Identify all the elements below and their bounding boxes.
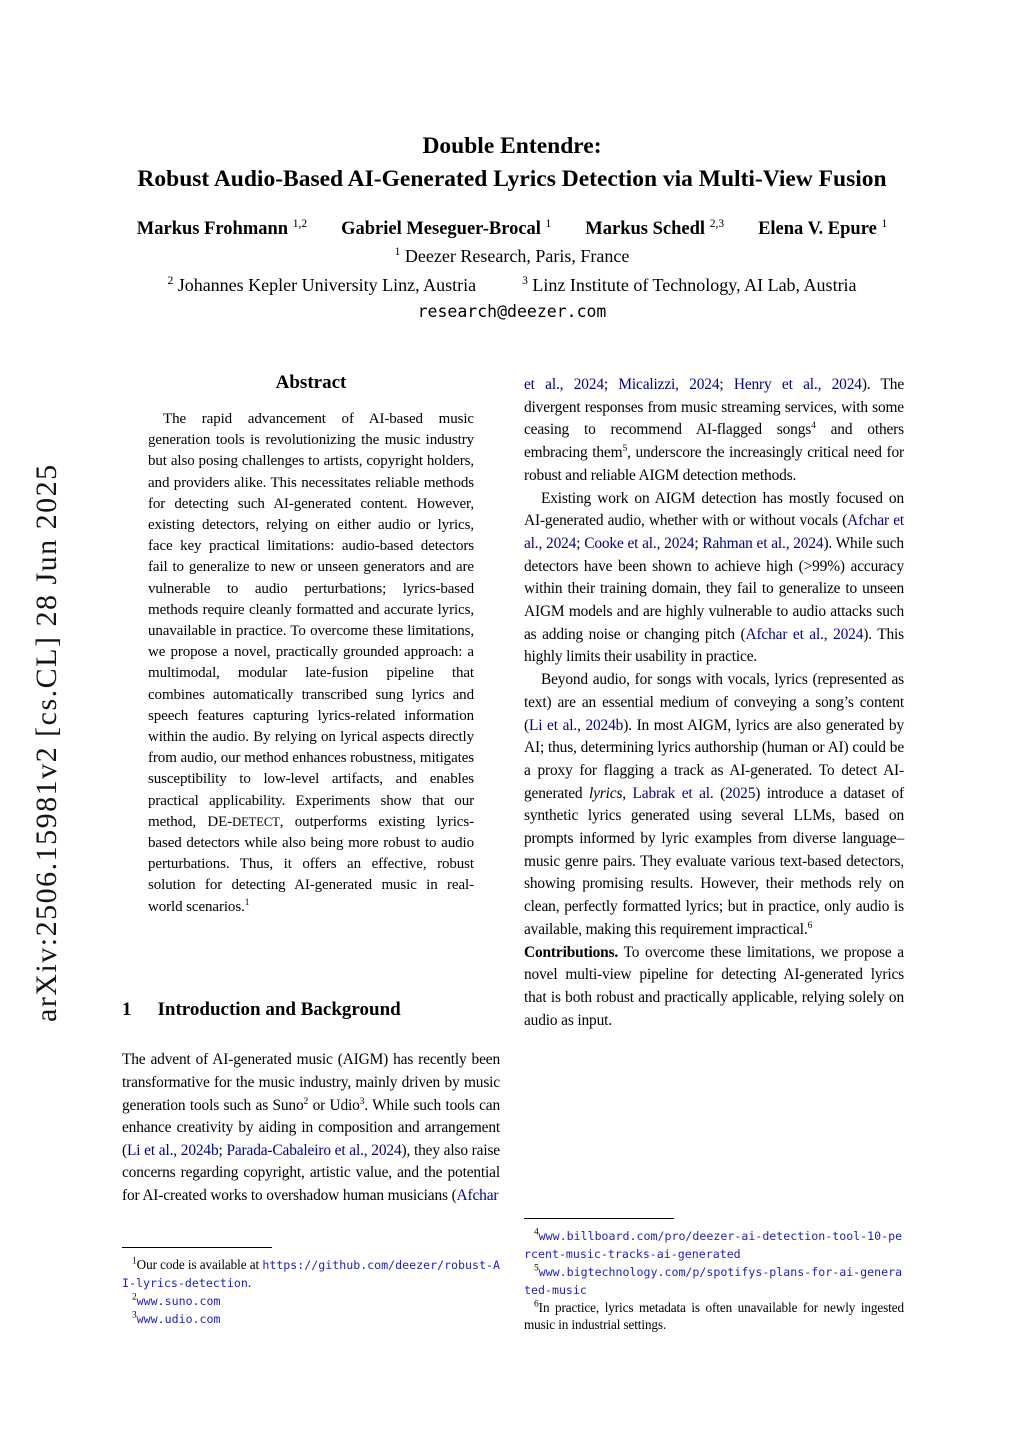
footnote-marker: 2 [303,1095,309,1107]
text-segment: ). This highly limits their usability in practice. [524,625,904,666]
affiliation-line-2 [62,272,962,298]
text-segment: In practice, lyrics metadata is often unavailable for newly ingested music in industrial settings. [524,1300,904,1332]
citation-link[interactable]: Parada-Cabaleiro et al., 2024 [226,1141,402,1159]
citation-link[interactable]: Cooke et al., 2024 [584,534,695,552]
text-segment: ; [218,1141,227,1159]
paper-title-line1: Double Entendre: [422,133,602,159]
affiliation-text: Linz Institute of Technology, AI Lab, Austria [532,275,857,295]
author [758,219,887,240]
author-affil-marker: 1 [545,217,552,230]
affiliation-text: Johannes Kepler University Linz, Austria [177,275,477,295]
author-name: Markus Schedl [585,219,706,239]
footnote-2 [122,1292,500,1310]
footnote-1 [122,1256,500,1292]
text-segment: lyrics [589,784,623,802]
text-segment: Existing work on AIGM detection has mostly focused on AI-generated audio, whether with or without vocals ( [524,489,904,530]
body-paragraph [524,669,904,941]
text-segment: ). The divergent responses from music streaming services, with some ceasing to recommend AI-flagged songs [524,376,905,439]
abstract-section [122,372,500,918]
text-segment: To overcome these limitations, we propose a novel multi-view pipeline for detecting AI-generated lyrics that is both robust and practically applicable, relying solely on audio as input. [524,943,904,1029]
text-segment: Contributions. [524,943,619,961]
text-segment: ). While such detectors have been shown to achieve high (>99%) accuracy within their training domain, they fail to generalize to unseen AIGM models and are highly vulnerable to audio attacks such as adding noise or changing pitch ( [524,534,904,643]
affiliation-marker: 3 [522,275,528,287]
footnote-4 [524,1227,904,1263]
footnote-6 [524,1299,904,1333]
contact-email: research@deezer.com [417,302,607,321]
footnote-marker: 6 [807,919,813,931]
text-segment: Our code is available at [136,1257,263,1272]
body-paragraph [524,488,904,670]
citation-link[interactable]: 2025 [725,784,756,802]
section-1-heading [122,999,500,1021]
footnotes-right [524,1218,904,1333]
footnote-marker: 1 [132,1256,137,1267]
text-segment: , underscore the increasingly critical need for robust and reliable AIGM detection methods. [524,444,905,484]
text-segment: ), they also raise concerns regarding copyright, artistic value, and the potential for AI-created works to overshadow human musicians ( [122,1141,500,1204]
section-title: Introduction and Background [157,999,401,1020]
footnote-marker: 1 [244,897,250,908]
author-affil-marker: 1,2 [292,217,308,230]
footnote-rule [524,1218,674,1219]
right-column [524,374,904,1032]
text-segment: or Udio [308,1096,360,1114]
text-segment: DETECT [232,814,280,829]
url-link[interactable]: www.billboard.com/pro/deezer-ai-detection-tool-10-percent-music-tracks-ai-generated [524,1229,903,1261]
author-name: Markus Frohmann [136,219,289,239]
text-segment: . [247,1275,252,1290]
citation-link[interactable]: Li et al., 2024b [126,1141,219,1159]
section-number: 1 [122,999,132,1020]
text-segment: ). In most AIGM, lyrics are also generated by AI; thus, determining lyrics authorship (human or AI) could be a proxy for flagging a track as AI-generated. To detect AI-generated [524,716,904,802]
citation-link[interactable]: Micalizzi, 2024 [618,376,720,393]
text-segment: ) introduce a dataset of synthetic lyrics generated using several LLMs, based on prompts informed by lyric examples from diverse language–music genre pairs. They evaluate various text-based detectors, showing promising results. However, their methods rely on clean, perfectly formatted lyrics; but in practice, only audio is available, making this requirement impractical. [524,784,904,938]
text-segment: , outperforms existing lyrics-based detectors while also being more robust to audio perturbations. Thus, it offers an effective, robust solution for detecting AI-generated music in real-world scenarios. [148,813,474,915]
citation-link[interactable]: Li et al., 2024b [528,716,624,734]
citation-link[interactable]: Henry et al., 2024 [733,376,862,393]
text-segment: The rapid advancement of AI-based music generation tools is revolutionizing the music industry but also posing challenges to artists, copyright holders, and providers alike. This necessitates reliable methods for detecting such AI-generated content. However, existing detectors, relying on either audio or lyrics, face key practical limitations: audio-based detectors fail to generalize to new or unseen generators and are vulnerable to audio perturbations; lyrics-based methods require cleanly formatted and accurate lyrics, unavailable in practice. To overcome these limitations, we propose a novel, practically grounded approach: a multimodal, modular late-fusion pipeline that combines automatically transcribed sung lyrics and speech features capturing lyrics-related information within the audio. By relying on lyrical aspects directly from audio, our method enhances robustness, mitigates susceptibility to low-level artifacts, and enables practical applicability. Experiments show that our method, DE- [148,411,474,830]
paper-title-line2: Robust Audio-Based AI-Generated Lyrics Detection via Multi-View Fusion [137,166,887,192]
footnote-marker: 6 [534,1299,539,1310]
author-name: Elena V. Epure [758,219,877,239]
author-affil-marker: 2,3 [709,217,725,230]
text-segment: ; [694,534,703,552]
citation-link[interactable]: Afchar et al., 2024 [745,625,864,643]
affiliation [395,246,630,266]
text-segment: and others embracing them [524,421,904,462]
affiliation-text: Deezer Research, Paris, France [404,246,630,266]
footnote-marker: 3 [359,1095,365,1107]
body-paragraph-continuation [524,374,904,488]
citation-link[interactable]: Afchar et al., 2024 [524,512,905,552]
author-name: Gabriel Meseguer-Brocal [341,219,541,239]
arxiv-watermark: arXiv:2506.15981v2 [cs.CL] 28 Jun 2025 [30,463,63,1022]
author [341,219,551,240]
text-segment: . While such tools can enhance creativity by aiding in composition and arrangement ( [122,1096,500,1159]
citation-link[interactable]: Afchar [456,1186,499,1204]
citation-link[interactable]: Labrak et al. [632,784,714,802]
footnote-marker: 4 [534,1227,539,1238]
footnote-marker: 3 [132,1310,137,1321]
affiliation-marker: 1 [394,246,401,258]
footnote-3 [122,1310,500,1328]
footnote-marker: 5 [534,1263,539,1274]
affiliation-marker: 2 [167,275,174,287]
footnotes-left [122,1247,500,1328]
text-segment: ; [719,376,734,393]
footnote-marker: 4 [811,420,816,432]
url-link[interactable]: https://github.com/deezer/robust-AI-lyrics-detection [122,1258,500,1290]
footnote-rule [122,1247,272,1248]
author-affil-marker: 1 [881,217,888,230]
text-segment: ( [713,784,726,802]
paper-header [62,130,962,321]
text-segment: Beyond audio, for songs with vocals, lyrics (represented as text) are an essential medium of conveying a song’s content ( [524,671,904,734]
footnote-5 [524,1263,904,1299]
url-link[interactable]: www.suno.com [136,1294,221,1308]
text-segment: The advent of AI-generated music (AIGM) has recently been transformative for the music industry, mainly driven by music generation tools such as Suno [122,1051,500,1114]
author-list [62,219,962,240]
affiliation [522,275,856,295]
author [585,219,724,240]
text-segment: ; [576,534,585,552]
footnote-marker: 5 [622,442,628,454]
text-segment: , [622,784,633,802]
intro-paragraph [122,1049,500,1207]
footnote-marker: 2 [132,1292,137,1303]
text-segment: ; [603,376,619,393]
contributions-paragraph [524,942,904,1033]
affiliation-line-1 [62,243,962,269]
citation-link[interactable]: et al., 2024 [524,376,604,393]
affiliation [167,275,476,295]
citation-link[interactable]: Rahman et al., 2024 [702,534,824,552]
url-link[interactable]: www.bigtechnology.com/p/spotifys-plans-for-ai-generated-music [524,1265,903,1297]
abstract-text [148,409,474,918]
abstract-heading: Abstract [275,372,347,393]
url-link[interactable]: www.udio.com [136,1312,221,1326]
author [137,219,307,240]
